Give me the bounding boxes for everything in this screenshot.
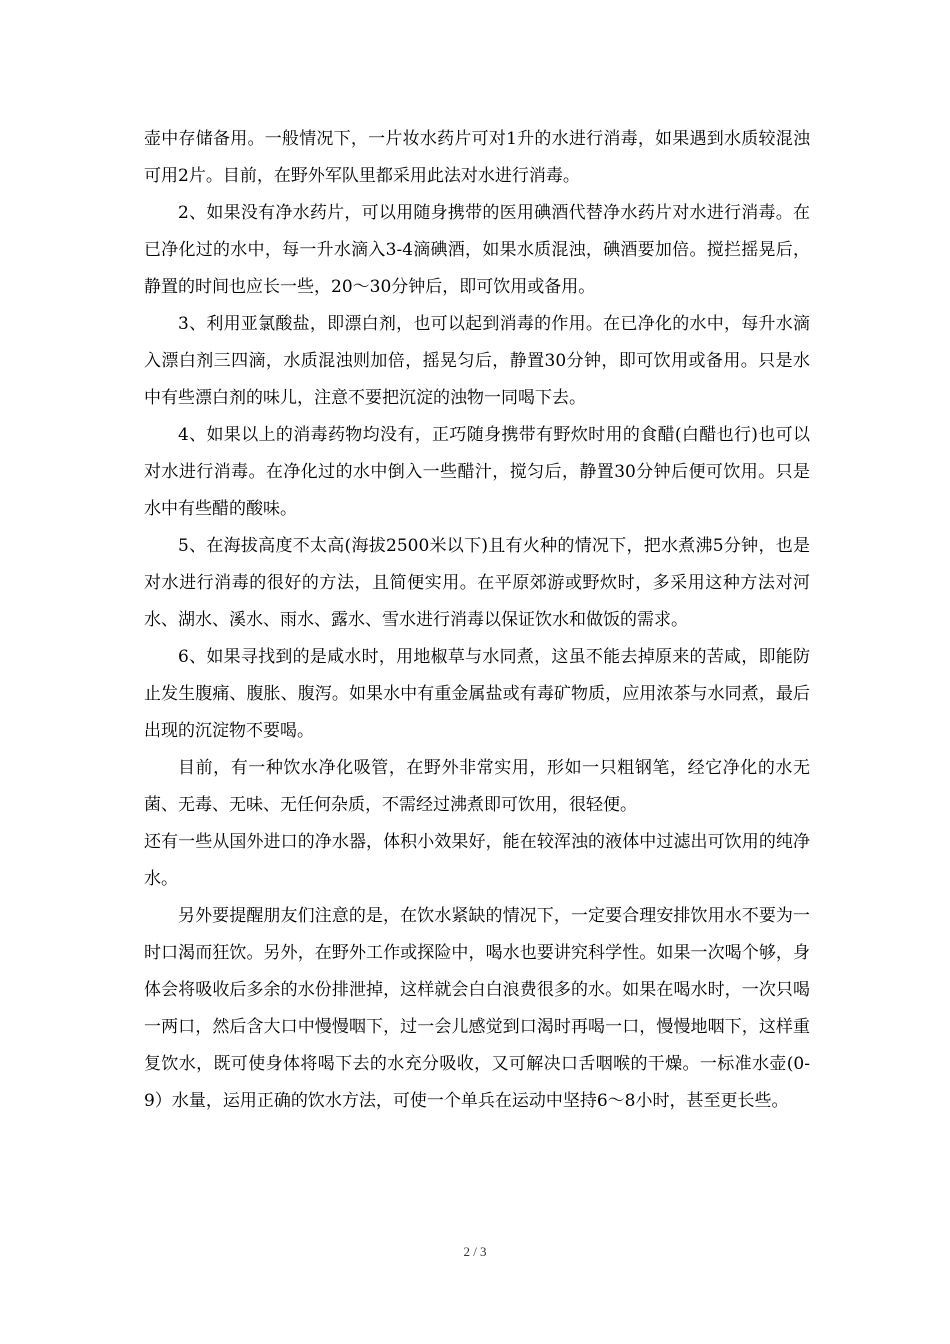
paragraph: 6、如果寻找到的是咸水时，用地椒草与水同煮，这虽不能去掉原来的苦咸，即能防止发生腹痛、腹胀、腹泻。如果水中有重金属盐或有毒矿物质，应用浓茶与水同煮，最后出现的沉淀物不要喝。 xyxy=(144,647,810,741)
page-number: 2 / 3 xyxy=(463,1244,487,1259)
document-body xyxy=(144,121,810,1120)
paragraph: 3、利用亚氯酸盐，即漂白剂，也可以起到消毒的作用。在已净化的水中，每升水滴入漂白剂三四滴，水质混浊则加倍，摇晃匀后，静置30分钟，即可饮用或备用。只是水中有些漂白剂的味儿，注意不要把沉淀的浊物一同喝下去。 xyxy=(144,314,810,408)
paragraph: 2、如果没有净水药片，可以用随身携带的医用碘酒代替净水药片对水进行消毒。在已净化过的水中，每一升水滴入3-4滴碘酒，如果水质混浊，碘酒要加倍。搅拦摇晃后，静置的时间也应长一些，20～30分钟后，即可饮用或备用。 xyxy=(144,203,810,297)
paragraph: 另外要提醒朋友们注意的是，在饮水紧缺的情况下，一定要合理安排饮用水不要为一时口渴而狂饮。另外，在野外工作或探险中，喝水也要讲究科学性。如果一次喝个够，身体会将吸收后多余的水份排泄掉，这样就会白白浪费很多的水。如果在喝水时，一次只喝一两口，然后含大口中慢慢咽下，过一会儿感觉到口渴时再喝一口，慢慢地咽下，这样重复饮水，既可使身体将喝下去的水充分吸收，又可解决口舌咽喉的干燥。一标准水壶(0-9）水量，运用正确的饮水方法，可使一个单兵在运动中坚持6～8小时，甚至更长些。 xyxy=(144,906,810,1111)
paragraph: 5、在海拔高度不太高(海拔2500米以下)且有火种的情况下，把水煮沸5分钟，也是对水进行消毒的很好的方法，且简便实用。在平原郊游或野炊时，多采用这种方法对河水、湖水、溪水、雨水、露水、雪水进行消毒以保证饮水和做饭的需求。 xyxy=(144,536,810,630)
paragraph: 还有一些从国外进口的净水器，体积小效果好，能在较浑浊的液体中过滤出可饮用的纯净水。 xyxy=(144,832,810,889)
paragraph: 4、如果以上的消毒药物均没有，正巧随身携带有野炊时用的食醋(白醋也行)也可以对水进行消毒。在净化过的水中倒入一些醋汁，搅匀后，静置30分钟后便可饮用。只是水中有些醋的酸味。 xyxy=(144,425,810,519)
paragraph: 壶中存储备用。一般情况下，一片妆水药片可对1升的水进行消毒，如果遇到水质较混浊可用2片。目前，在野外军队里都采用此法对水进行消毒。 xyxy=(144,129,810,186)
paragraph: 目前，有一种饮水净化吸管，在野外非常实用，形如一只粗钢笔，经它净化的水无菌、无毒、无味、无任何杂质，不需经过沸煮即可饮用，很轻便。 xyxy=(144,758,810,815)
